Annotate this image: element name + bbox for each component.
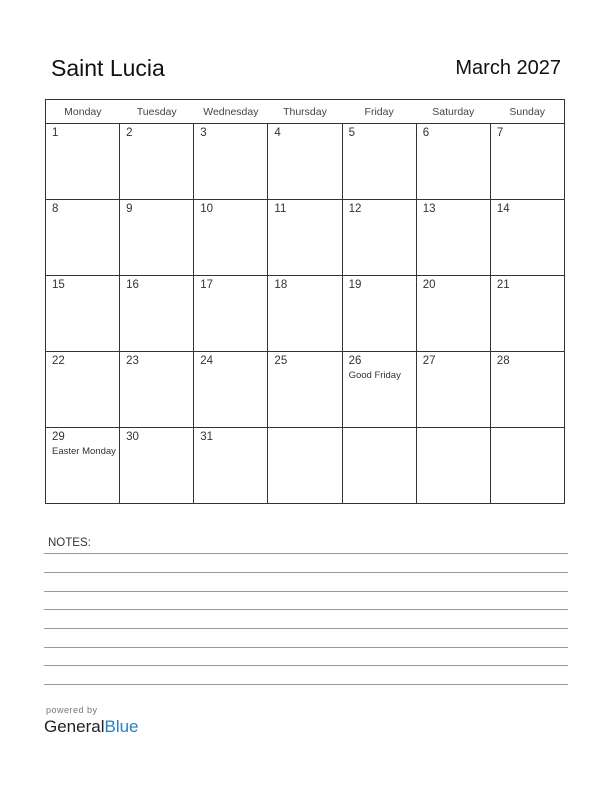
day-number: 13 — [422, 203, 436, 215]
day-cell — [342, 124, 416, 200]
day-cell — [342, 428, 416, 504]
country-title: Saint Lucia — [51, 55, 165, 81]
day-number: 29 — [52, 431, 65, 443]
day-number: 30 — [126, 431, 139, 443]
week-row — [46, 200, 565, 276]
day-number: 2 — [126, 127, 133, 139]
day-cell — [46, 276, 120, 352]
day-number: 24 — [200, 355, 214, 367]
day-cell — [268, 428, 342, 504]
day-number: 7 — [496, 127, 504, 139]
day-number: 25 — [274, 355, 288, 367]
notes-label: NOTES: — [48, 537, 91, 549]
day-cell — [120, 200, 194, 276]
brand-blue: Blue — [104, 717, 139, 736]
day-cell — [120, 124, 194, 200]
day-cell — [194, 352, 268, 428]
day-number: 12 — [348, 203, 362, 215]
notes-line — [44, 647, 568, 648]
day-number: 4 — [274, 127, 281, 139]
holiday-label: Good Friday — [348, 370, 401, 381]
weekday-header: Monday — [46, 100, 120, 124]
notes-line — [44, 572, 568, 573]
day-number: 18 — [274, 279, 288, 291]
day-number: 14 — [496, 203, 510, 215]
day-cell — [416, 276, 490, 352]
day-number: 26 — [348, 355, 362, 367]
weekday-header: Sunday — [490, 100, 564, 124]
day-cell — [46, 200, 120, 276]
day-cell — [490, 200, 564, 276]
week-row — [46, 428, 565, 504]
weekday-header: Saturday — [416, 100, 490, 124]
day-cell — [490, 428, 564, 504]
day-number: 28 — [496, 355, 510, 367]
day-cell — [194, 276, 268, 352]
day-number: 9 — [126, 203, 133, 215]
day-cell — [416, 124, 490, 200]
notes-line — [44, 665, 568, 666]
day-cell — [120, 428, 194, 504]
weekday-header: Wednesday — [194, 100, 268, 124]
notes-line — [44, 684, 568, 685]
day-number: 19 — [348, 279, 362, 291]
powered-by-text: powered by — [46, 705, 98, 715]
month-title: March 2027 — [455, 57, 561, 79]
day-number: 15 — [52, 279, 65, 291]
day-cell — [416, 200, 490, 276]
notes-line — [44, 591, 568, 592]
day-cell — [194, 124, 268, 200]
day-cell — [342, 200, 416, 276]
generalblue-logo — [44, 717, 139, 737]
holiday-label: Easter Monday — [52, 446, 116, 457]
day-cell — [120, 276, 194, 352]
day-cell — [416, 428, 490, 504]
day-cell — [268, 276, 342, 352]
day-cell — [46, 428, 120, 504]
week-row — [46, 276, 565, 352]
day-cell — [194, 428, 268, 504]
day-cell — [46, 124, 120, 200]
day-cell — [194, 200, 268, 276]
day-number: 17 — [200, 279, 214, 291]
day-cell — [342, 276, 416, 352]
weekday-header: Tuesday — [120, 100, 194, 124]
day-number: 8 — [52, 203, 59, 215]
notes-line — [44, 628, 568, 629]
day-number: 5 — [348, 127, 355, 139]
day-number: 1 — [52, 127, 59, 139]
week-row — [46, 352, 565, 428]
day-number: 6 — [422, 127, 430, 139]
day-cell — [268, 200, 342, 276]
brand-general: General — [44, 717, 105, 736]
day-number: 27 — [422, 355, 436, 367]
day-cell — [268, 352, 342, 428]
day-cell — [416, 352, 490, 428]
day-number: 22 — [52, 355, 65, 367]
day-number: 11 — [274, 203, 287, 215]
day-number: 23 — [126, 355, 139, 367]
day-number: 16 — [126, 279, 139, 291]
week-row — [46, 124, 565, 200]
weekday-header: Thursday — [268, 100, 342, 124]
notes-line — [44, 609, 568, 610]
day-cell — [490, 276, 564, 352]
day-cell — [120, 352, 194, 428]
day-number: 20 — [422, 279, 436, 291]
day-number: 3 — [200, 127, 207, 139]
day-cell — [490, 352, 564, 428]
day-number: 10 — [200, 203, 214, 215]
day-cell — [268, 124, 342, 200]
calendar-grid — [45, 99, 565, 504]
day-cell — [490, 124, 564, 200]
day-number: 21 — [496, 279, 510, 291]
notes-line — [44, 553, 568, 554]
weekday-header: Friday — [342, 100, 416, 124]
weekday-header-row — [46, 100, 565, 124]
day-cell — [342, 352, 416, 428]
day-number: 31 — [200, 431, 214, 443]
day-cell — [46, 352, 120, 428]
